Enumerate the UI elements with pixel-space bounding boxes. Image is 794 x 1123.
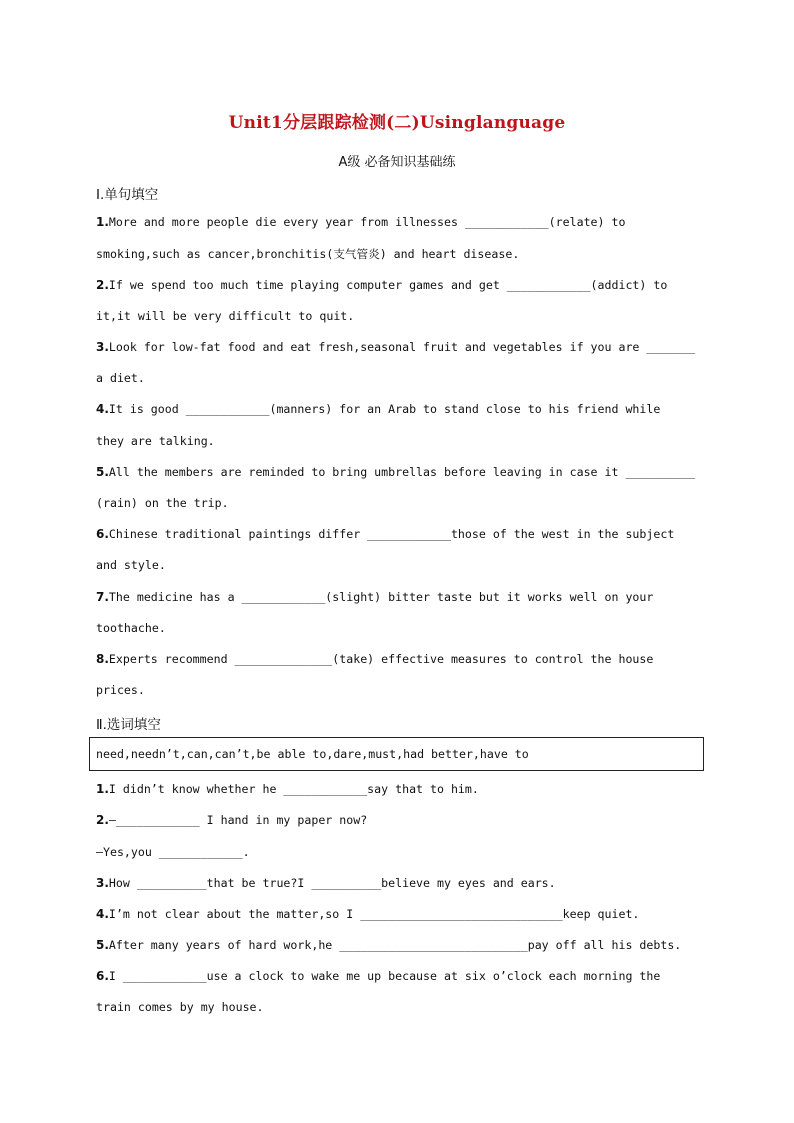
choice-question-6-line-2: train comes by my house.: [96, 1000, 264, 1014]
question-text: After many years of hard work,he ___________________________pay off all his debts.: [108, 938, 682, 952]
question-5-line-2: (rain) on the trip.: [96, 496, 229, 510]
question-text: —____________ I hand in my paper now?: [108, 813, 368, 827]
question-number: 7.: [96, 590, 109, 604]
question-text: More and more people die every year from illnesses ____________(relate) to: [108, 215, 626, 229]
question-number: 3.: [96, 876, 109, 890]
question-3-line-2: a diet.: [96, 371, 145, 385]
question-8-line-2: prices.: [96, 683, 145, 697]
question-text: How __________that be true?I __________believe my eyes and ears.: [108, 876, 556, 890]
question-number: 6.: [96, 969, 109, 983]
question-number: 4.: [96, 402, 109, 416]
question-4-line-1: [96, 402, 706, 416]
question-text: If we spend too much time playing computer games and get ____________(addict) to: [108, 278, 668, 292]
section-2-heading: Ⅱ.选词填空: [96, 717, 161, 733]
question-1-line-1: [96, 215, 706, 229]
question-number: 6.: [96, 527, 109, 541]
question-5-line-1: [96, 465, 706, 479]
question-2-line-2: it,it will be very difficult to quit.: [96, 309, 355, 323]
choice-question-2-line-2: —Yes,you ____________.: [96, 845, 250, 859]
question-6-line-2: and style.: [96, 558, 166, 572]
choice-question-2-line-1: [96, 813, 706, 827]
question-text: It is good ____________(manners) for an Arab to stand close to his friend while: [108, 402, 661, 416]
choice-question-3: [96, 876, 706, 890]
question-number: 1.: [96, 782, 109, 796]
question-number: 3.: [96, 340, 109, 354]
question-number: 8.: [96, 652, 109, 666]
word-bank-text: need,needn’t,can,can’t,be able to,dare,must,had better,have to: [96, 747, 529, 761]
question-3-line-1: [96, 340, 706, 354]
question-number: 2.: [96, 813, 109, 827]
question-number: 1.: [96, 215, 109, 229]
question-7-line-2: toothache.: [96, 621, 166, 635]
word-bank-box: [89, 737, 704, 771]
choice-question-6-line-1: [96, 969, 706, 983]
question-number: 4.: [96, 907, 109, 921]
question-4-line-2: they are talking.: [96, 434, 215, 448]
question-number: 5.: [96, 938, 109, 952]
question-text: Chinese traditional paintings differ ____________those of the west in the subject: [108, 527, 675, 541]
question-2-line-1: [96, 278, 706, 292]
question-text: Look for low-fat food and eat fresh,seasonal fruit and vegetables if you are _______: [108, 340, 696, 354]
question-7-line-1: [96, 590, 706, 604]
question-text: I’m not clear about the matter,so I _____________________________keep quiet.: [108, 907, 640, 921]
question-number: 2.: [96, 278, 109, 292]
question-text: Experts recommend ______________(take) effective measures to control the house: [108, 652, 654, 666]
question-text: I ____________use a clock to wake me up because at six o’clock each morning the: [108, 969, 661, 983]
question-text: I didn’t know whether he ____________say that to him.: [108, 782, 479, 796]
choice-question-4: [96, 907, 706, 921]
section-1-heading: Ⅰ.单句填空: [96, 187, 159, 203]
question-8-line-1: [96, 652, 706, 666]
question-1-line-2: smoking,such as cancer,bronchitis(支气管炎) and heart disease.: [96, 247, 520, 261]
level-subtitle: A级 必备知识基础练: [338, 155, 456, 170]
choice-question-1: [96, 782, 706, 796]
question-6-line-1: [96, 527, 706, 541]
choice-question-5: [96, 938, 706, 952]
question-text: The medicine has a ____________(slight) bitter taste but it works well on your: [108, 590, 654, 604]
question-number: 5.: [96, 465, 109, 479]
page-title: Unit1分层跟踪检测(二)Usinglanguage: [228, 113, 566, 133]
question-text: All the members are reminded to bring umbrellas before leaving in case it __________: [108, 465, 696, 479]
